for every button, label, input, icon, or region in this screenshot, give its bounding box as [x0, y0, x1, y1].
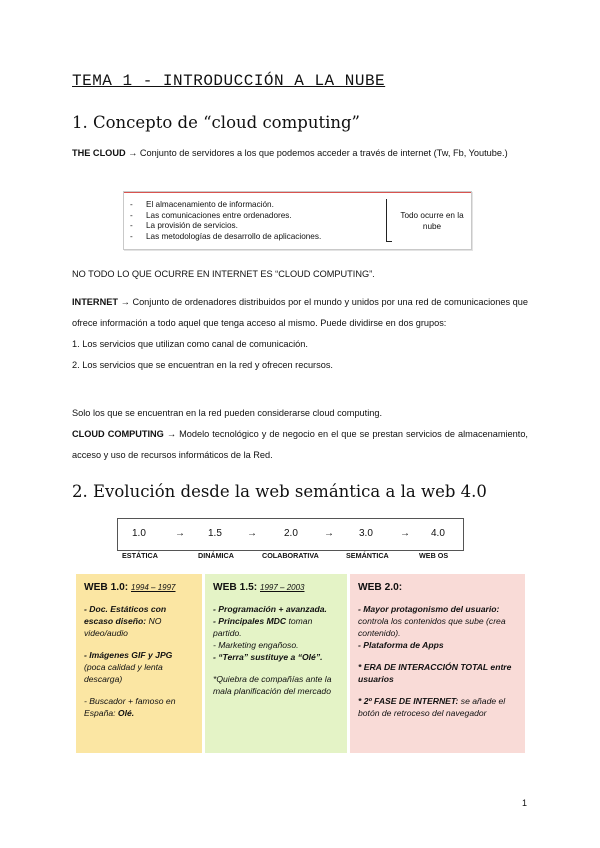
- bracket-shape: [386, 199, 392, 242]
- box-heading: WEB 1.5: 1997 – 2003: [213, 582, 305, 593]
- box-paragraph: - Plataforma de Apps: [358, 640, 444, 650]
- box-heading: WEB 1.0: 1994 – 1997: [84, 582, 176, 593]
- timeline-label: ESTÁTICA: [122, 551, 158, 560]
- list-item: - La provisión de servicios.: [130, 221, 238, 231]
- web-2-0-box: [350, 574, 525, 753]
- arrow: →: [175, 528, 185, 539]
- box-paragraph: * 2º FASE DE INTERNET: se añade el botón de retroceso del navegador: [358, 696, 506, 718]
- arrow: →: [247, 528, 257, 539]
- arrow: →: [166, 429, 177, 439]
- box-line: - Marketing engañoso.: [213, 640, 299, 650]
- cloud-figure: [123, 191, 472, 250]
- cloud-figure-list: [130, 200, 321, 242]
- box-line: - Principales MDC toman partido.: [213, 616, 313, 638]
- section-heading-concepto: 1. Concepto de “cloud computing”: [72, 113, 360, 132]
- box-paragraph: - Doc. Estáticos con escaso diseño: NO video/audio: [84, 604, 167, 638]
- timeline-version: 1.5: [208, 528, 222, 539]
- term-the-cloud: THE CLOUD: [72, 148, 126, 158]
- timeline-version: 1.0: [132, 528, 146, 539]
- section-heading-evolucion: 2. Evolución desde la web semántica a la web 4.0: [72, 482, 487, 501]
- definition-cloud-computing: Modelo tecnológico y de negocio en el que se prestan servicios de almacenamiento, acceso y uso de recursos informáticos de la Red.: [72, 429, 528, 460]
- paragraph-the-cloud: [72, 143, 528, 164]
- box-note: *Quiebra de compañías ante la mala planificación del mercado: [213, 674, 332, 696]
- list-item: - Las comunicaciones entre ordenadores.: [130, 210, 292, 220]
- timeline-version: 4.0: [431, 528, 445, 539]
- group-item: 1. Los servicios que utilizan como canal de comunicación.: [72, 339, 308, 349]
- timeline-version: 3.0: [359, 528, 373, 539]
- list-item: - Las metodologías de desarrollo de aplicaciones.: [130, 231, 322, 241]
- paragraph-not-all: NO TODO LO QUE OCURRE EN INTERNET ES “CLOUD COMPUTING”.: [72, 269, 375, 279]
- paragraph-only-note: Solo los que se encuentran en la red pueden considerarse cloud computing.: [72, 408, 383, 418]
- box-line: - Programación + avanzada.: [213, 604, 327, 614]
- timeline-label: SEMÁNTICA: [346, 551, 389, 560]
- paragraph-cloud-computing: [72, 424, 528, 466]
- web-1-0-box: [76, 574, 202, 753]
- timeline-label: DINÁMICA: [198, 551, 234, 560]
- arrow: →: [120, 297, 130, 307]
- timeline-version: 2.0: [284, 528, 298, 539]
- term-internet: INTERNET: [72, 297, 118, 307]
- page-title: TEMA 1 - INTRODUCCIÓN A LA NUBE: [72, 72, 386, 90]
- arrow: →: [128, 148, 138, 158]
- box-paragraph: - Buscador + famoso en España: Olé.: [84, 696, 176, 718]
- term-cloud-computing: CLOUD COMPUTING: [72, 429, 164, 439]
- web-timeline: [117, 518, 464, 551]
- arrow: →: [400, 528, 410, 539]
- box-paragraph: * ERA DE INTERACCIÓN TOTAL entre usuarios: [358, 662, 512, 684]
- arrow: →: [324, 528, 334, 539]
- box-heading: WEB 2.0:: [358, 582, 403, 593]
- figure-border-accent: [124, 192, 471, 193]
- box-line: - “Terra” sustituye a “Olé”.: [213, 652, 323, 662]
- box-paragraph: - Imágenes GIF y JPG (poca calidad y lenta descarga): [84, 650, 173, 684]
- definition-the-cloud: Conjunto de servidores a los que podemos acceder a través de internet (Tw, Fb, Youtube.): [139, 148, 508, 158]
- group-item: 2. Los servicios que se encuentran en la red y ofrecen recursos.: [72, 360, 333, 370]
- definition-internet: Conjunto de ordenadores distribuidos por el mundo y unidos por una red de comunicaciones que ofrece información a todo aquel que tenga acceso al mismo. Puede dividirse en dos grupos:: [72, 297, 529, 328]
- timeline-label: WEB OS: [419, 551, 449, 560]
- timeline-label: COLABORATIVA: [262, 551, 319, 560]
- web-1-5-box: [205, 574, 347, 753]
- page-number: 1: [522, 798, 528, 808]
- list-item: - El almacenamiento de información.: [130, 200, 274, 209]
- paragraph-internet: [72, 292, 528, 376]
- figure-side-text: Todo ocurre en la nube: [400, 211, 464, 231]
- box-paragraph: - Mayor protagonismo del usuario: controla los contenidos que sube (crea contenido).: [358, 604, 506, 638]
